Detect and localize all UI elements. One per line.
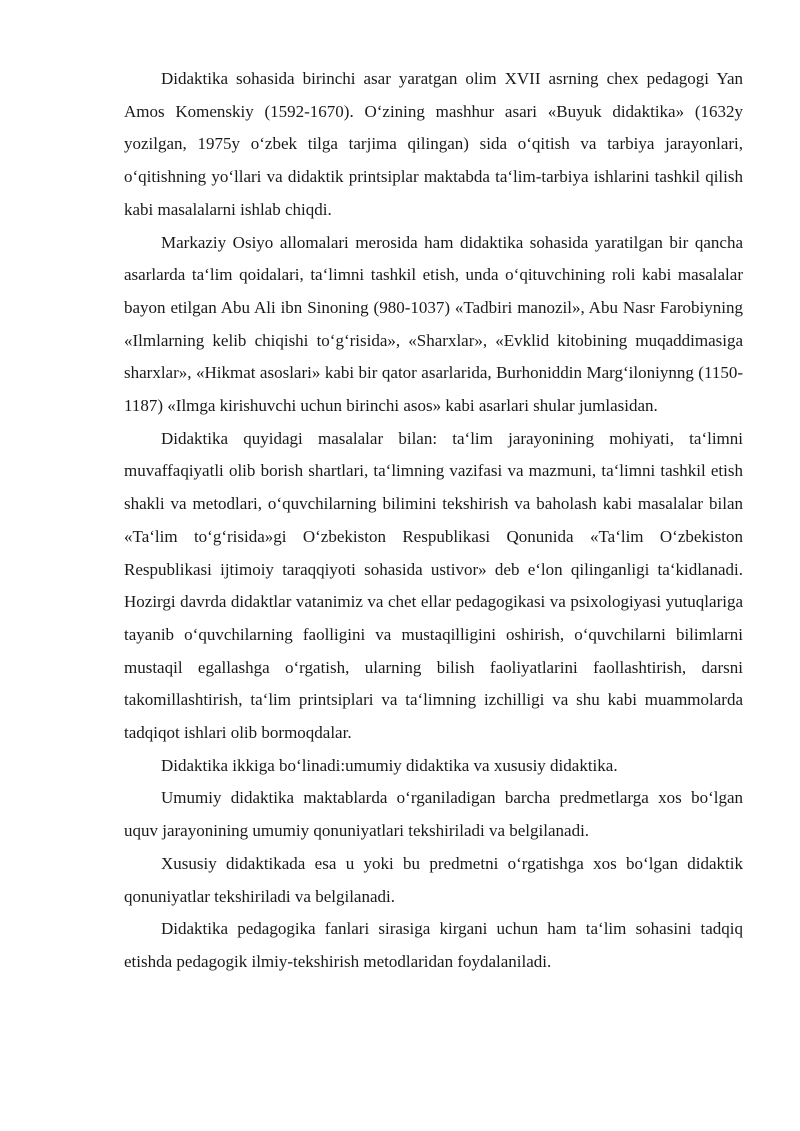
paragraph-didactics-issues: Didaktika quyidagi masalalar bilan: ta‘lim jarayonining mohiyati, ta‘limni muvaffaqiyatli olib borish shartlari, ta‘limning vazifasi va mazmuni, ta‘limni tashkil etish shakli va metodlari, o‘quvchilarning bilimini tekshirish va baholash kabi masalalar bilan «Ta‘lim to‘g‘risida»gi O‘zbekiston Respublikasi Qonunida «Ta‘lim O‘zbekiston Respublikasi ijtimoiy taraqqiyoti sohasida ustivor» deb e‘lon qilinganligi ta‘kidlanadi. Hozirgi davrda didaktlar vatanimiz va chet ellar pedagogikasi va psixologiyasi yutuqlariga tayanib o‘quvchilarning faolligini va mustaqilligini oshirish, o‘quvchilarni bilimlarni mustaqil egallashga o‘rgatish, ularning bilish faoliyatlarini faollashtirish, darsni takomillashtirish, ta‘lim printsiplari va ta‘limning izchilligi va shu kabi muammolarda tadqiqot ishlari olib bormoqdalar. xyxy=(124,428,743,743)
paragraph-komenskiy: Didaktika sohasida birinchi asar yaratgan olim XVII asrning chex pedagogi Yan Amos Komenskiy (1592-1670). O‘zining mashhur asari «Buyuk didaktika» (1632y yozilgan, 1975y o‘zbek tilga tarjima qilingan) sida o‘qitish va tarbiya jarayonlari, o‘qitishning yo‘llari va didaktik printsiplar maktabda ta‘lim-tarbiya ishlarini tashkil qilish kabi masalalarni ishlab chiqdi. xyxy=(124,69,743,219)
paragraph-central-asia: Markaziy Osiyo allomalari merosida ham didaktika sohasida yaratilgan bir qancha asarlarda ta‘lim qoidalari, ta‘limni tashkil etish, unda o‘qituvchining roli kabi masalalar bayon etilgan Abu Ali ibn Sinoning (980-1037) «Tadbiri manozil», Abu Nasr Farobiyning «Ilmlarning kelib chiqishi to‘g‘risida», «Sharxlar», «Evklid kitobining muqaddimasiga sharxlar», «Hikmat asoslari» kabi bir qator asarlarida, Burhoniddin Marg‘iloniynng (1150-1187) «Ilmga kirishuvchi uchun birinchi asos» kabi asarlari shular jumlasidan. xyxy=(124,232,743,416)
paragraph-research-methods: Didaktika pedagogika fanlari sirasiga kirgani uchun ham ta‘lim sohasini tadqiq etishda pedagogik ilmiy-tekshirish metodlaridan foydalaniladi. xyxy=(124,919,743,971)
paragraph-division: Didaktika ikkiga bo‘linadi:umumiy didaktika va xususiy didaktika. xyxy=(161,755,618,775)
paragraph-general-didactics: Umumiy didaktika maktablarda o‘rganiladigan barcha predmetlarga xos bo‘lgan uquv jarayonining umumiy qonuniyatlari tekshiriladi va belgilanadi. xyxy=(124,788,743,841)
paragraph-specific-didactics: Xususiy didaktikada esa u yoki bu predmetni o‘rgatishga xos bo‘lgan didaktik qonuniyatlar tekshiriladi va belgilanadi. xyxy=(124,853,743,906)
document-body xyxy=(124,63,743,979)
